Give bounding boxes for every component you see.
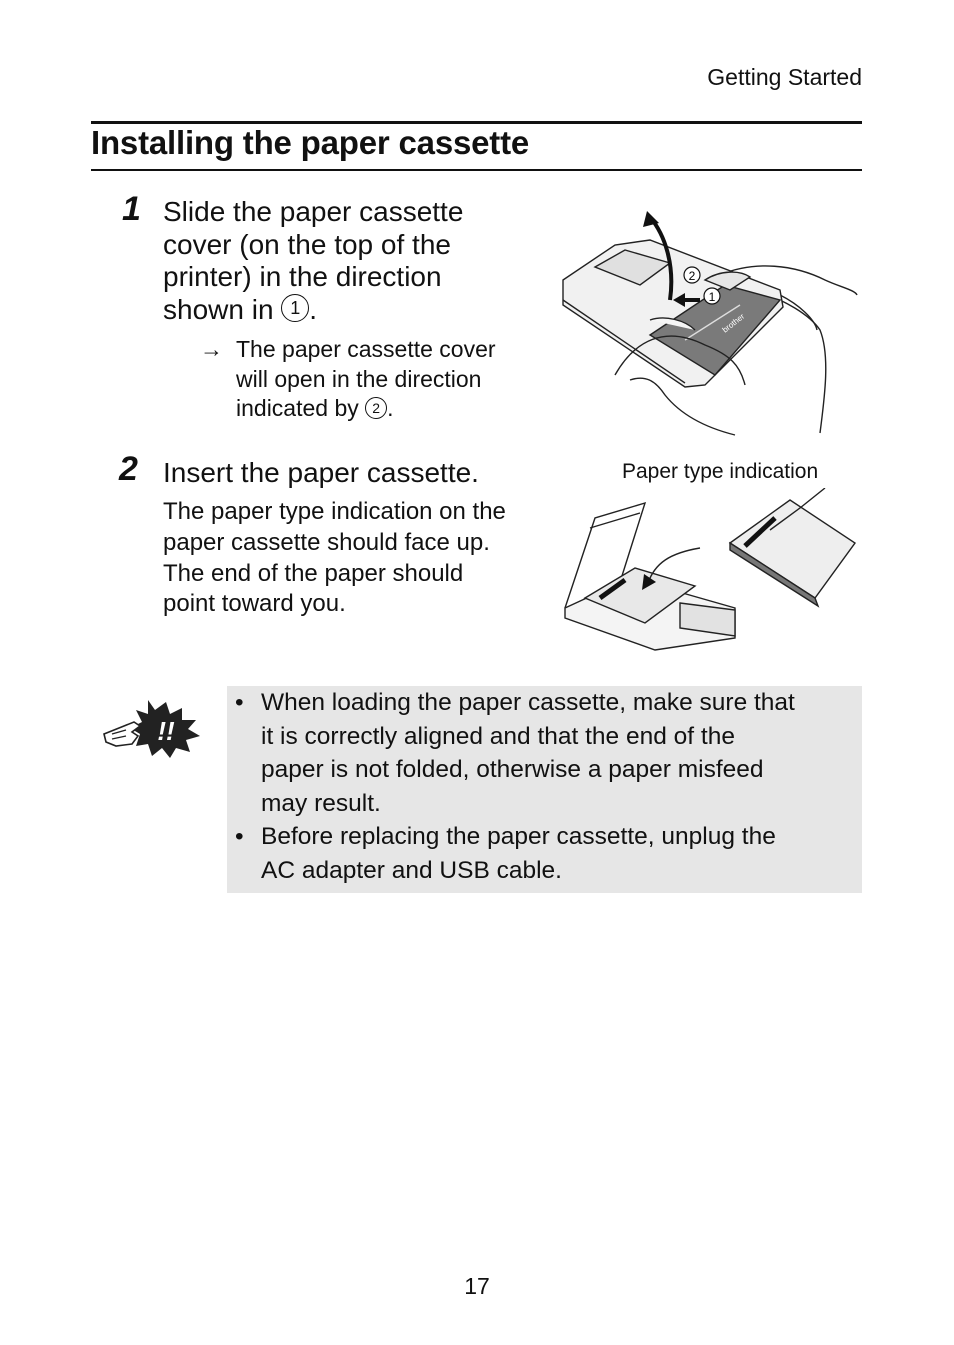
title-rule-bottom — [91, 169, 862, 171]
step-2-title: Insert the paper cassette. — [163, 457, 479, 488]
circled-marker-1: 1 — [281, 294, 309, 322]
insert-cassette-illustration — [560, 488, 860, 653]
page-title: Installing the paper cassette — [91, 124, 530, 161]
step-2-detail-line: The end of the paper should — [163, 559, 464, 587]
caution-line: may result. — [261, 789, 381, 817]
caution-line: AC adapter and USB cable. — [261, 856, 562, 884]
step-2-detail-line: The paper type indication on the — [163, 498, 506, 525]
step-1-number: 1 — [122, 190, 141, 228]
page-number: 17 — [464, 1273, 490, 1299]
step-1-result-line: will open in the direction — [236, 365, 482, 392]
step-1-line: shown in — [163, 293, 274, 325]
caution-line: paper is not folded, otherwise a paper misfeed — [261, 756, 764, 784]
svg-text:!!: !! — [157, 716, 175, 746]
caution-note-box — [227, 686, 862, 893]
step-1-instruction: Slide the paper cassette cover (on the top of the printer) in the direction shown in 1 . — [163, 196, 464, 325]
step-1-line: cover (on the top of the — [163, 228, 451, 260]
step-1-result-line: indicated by — [236, 395, 359, 421]
brand-logo-text: brother — [720, 311, 747, 335]
paper-type-indication-label: Paper type indication — [622, 460, 819, 483]
caution-list — [227, 686, 857, 888]
caution-line: • Before replacing the paper cassette, unplug the — [261, 823, 776, 851]
step-1-line: Slide the paper cassette — [163, 196, 464, 227]
caution-line: • When loading the paper cassette, make sure that — [261, 689, 795, 716]
circled-marker-2: 2 — [365, 397, 387, 419]
step-2-number: 2 — [119, 450, 138, 488]
warning-hand-icon — [100, 696, 208, 758]
printer-cover-illustration — [555, 205, 860, 437]
step-2-detail — [163, 497, 563, 620]
step-2-detail-line: paper cassette should face up. — [163, 528, 490, 556]
step-1-result-line: The paper cassette cover — [236, 336, 496, 362]
figure-marker-2-label: 2 — [688, 269, 696, 283]
caution-item — [227, 686, 857, 820]
figure-marker-1-label: 1 — [708, 290, 716, 304]
arrow-icon: → — [200, 336, 223, 362]
section-header: Getting Started — [707, 64, 862, 90]
caution-item — [227, 820, 857, 887]
step-2-detail-line: point toward you. — [163, 590, 346, 618]
caution-line: it is correctly aligned and that the end of the — [261, 722, 735, 750]
step-1-line: printer) in the direction — [163, 261, 442, 292]
